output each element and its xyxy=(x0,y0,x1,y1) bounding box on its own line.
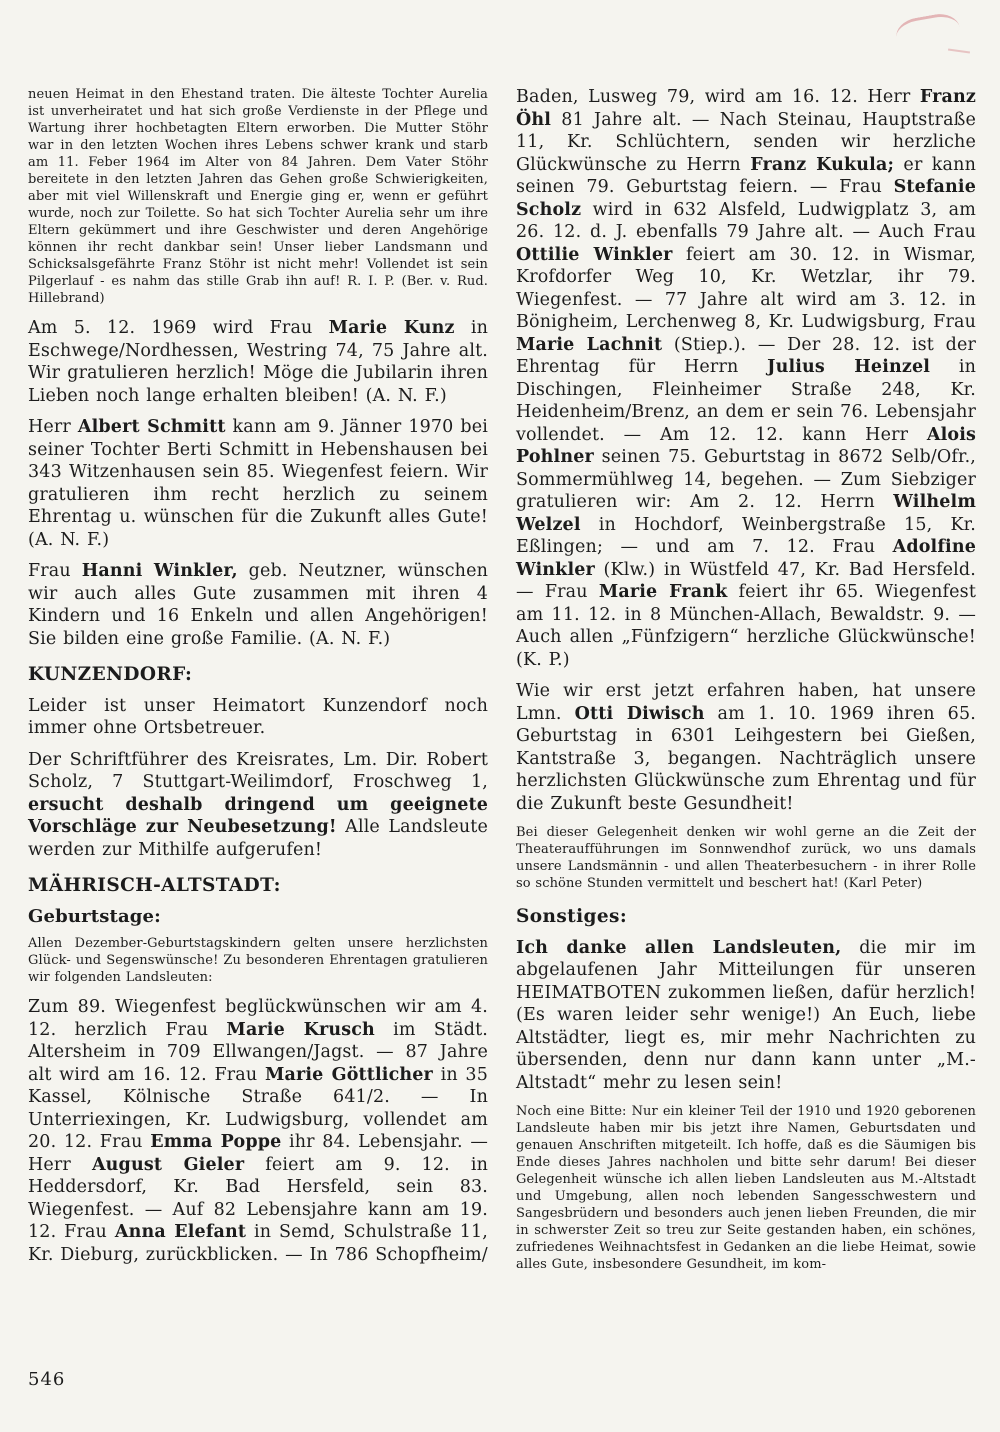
text-run: Sonstiges: xyxy=(516,906,628,927)
text-run: in 35 Kassel, Kölnische Straße 641/2. — In Unterriexingen, Kr. Ludwigsburg, vollendet am 20. 12. Frau xyxy=(28,1064,489,1152)
text-run: im Städt. Altersheim in 709 Ellwangen/Jagst. — 87 Jahre alt wird am 16. 12. Frau xyxy=(28,1019,488,1085)
text-run: er kann seinen 79. Geburtstag feiern. — Frau xyxy=(516,154,976,197)
section-heading-sonstiges xyxy=(516,906,976,929)
emphasized-name: Marie Kunz xyxy=(328,318,455,338)
theater-memory-note xyxy=(516,824,976,892)
text-run: Herr xyxy=(28,417,78,437)
right-column xyxy=(516,86,976,1283)
request-for-addresses xyxy=(516,1103,976,1273)
emphasized-name: Marie Göttlicher xyxy=(264,1064,433,1085)
emphasized-name: Marie Frank xyxy=(598,582,728,602)
text-run: kann am 9. Jänner 1970 bei seiner Tochter Berti Schmitt in Hebenshausen bei 343 Witzenhausen sein 85. Wiegenfest feiern. Wir gratulieren ihm recht herzlich zu seinem Ehrentag u. wünschen für die Zukunft alles Gute! (A. N. F.) xyxy=(28,417,488,550)
text-run: feiert ihr 65. Wiegenfest am 11. 12. in 8 München-Allach, Bewaldstr. 9. — Auch allen „Fünfzigern“ herzliche Glückwünsche! (K. P.) xyxy=(516,582,976,670)
text-run: in Eschwege/Nordhessen, Westring 74, 75 Jahre alt. Wir gratulieren herzlich! Möge die Jubilarin ihren Lieben noch lange erhalten bleiben! (A. N. F.) xyxy=(28,318,488,406)
geburtstage-intro xyxy=(28,935,488,986)
emphasized-name: Ottilie Winkler xyxy=(516,244,673,265)
text-run: geb. Neutzner, wünschen wir auch alles Gute zusammen mit ihren 4 Kindern und 16 Enkeln und allen Angehörigen! Sie bilden eine große Familie. (A. N. F.) xyxy=(28,561,489,649)
page-number: 546 xyxy=(28,1369,66,1390)
text-run: ihr 84. Lebensjahr. — Herr xyxy=(28,1132,488,1175)
red-pen-mark-small xyxy=(948,48,970,53)
congrats-hanni-winkler xyxy=(28,560,488,650)
text-run: feiert am 9. 12. in Heddersdorf, Kr. Bad Hersfeld, sein 83. Wiegenfest. — Auf 82 Lebensjahre kann am 19. 12. Frau xyxy=(28,1154,489,1242)
text-run: Am 5. 12. 1969 wird Frau xyxy=(28,318,329,338)
text-run: wird in 632 Alsfeld, Ludwigplatz 3, am 26. 12. d. J. ebenfalls 79 Jahre alt. — Auch Frau xyxy=(516,199,976,242)
text-run: in Semd, Schulstraße 11, Kr. Dieburg, zurückblicken. — In 786 Schopfheim/ xyxy=(28,1222,488,1265)
text-run: (Stiep.). — Der 28. 12. ist der Ehrentag für Herrn xyxy=(516,334,976,377)
text-run: die mir im abgelaufenen Jahr Mitteilungen für unseren HEIMATBOTEN zukommen ließen, dafür herzlich! (Es waren leider sehr wenige!) An Euch, liebe Altstädter, liegt es, mir mehr Nachrichten zu übersenden, denn nur dann kann unter „M.-Altstadt“ mehr zu lesen sein! xyxy=(516,937,976,1093)
emphasized-name: Ich danke allen Landsleuten, xyxy=(516,937,842,958)
emphasized-name: Stefanie Scholz xyxy=(516,177,976,220)
text-run: 81 Jahre alt. — Nach Steinau, Hauptstraße 11, Kr. Schlüchtern, senden wir herzliche Glückwünsche zu Herrn xyxy=(516,109,976,175)
text-run: Frau xyxy=(28,561,82,581)
text-run: Baden, Lusweg 79, wird am 16. 12. Herr xyxy=(516,87,920,107)
kunzendorf-note xyxy=(28,695,488,740)
geburtstage-list-part-2 xyxy=(516,86,976,671)
emphasized-name: Franz Öhl xyxy=(516,87,976,130)
geburtstage-list-part-1 xyxy=(28,996,488,1266)
text-run: KUNZENDORF: xyxy=(28,664,193,685)
subheading-geburtstage xyxy=(28,906,488,929)
obituary-stoehr-text xyxy=(28,86,488,307)
emphasized-name: Julius Heinzel xyxy=(767,357,931,377)
section-heading-kunzendorf xyxy=(28,664,488,687)
text-run: seinen 75. Geburtstag in 8672 Selb/Ofr., Sommermühlweg 14, begehen. — Zum Siebziger gratulieren wir: Am 2. 12. Herrn xyxy=(516,447,976,512)
birthday-marie-kunz xyxy=(28,317,488,407)
emphasized-name: Alois Pohlner xyxy=(516,424,976,467)
section-heading-maehrisch-altstadt xyxy=(28,875,488,898)
emphasized-name: Adolfine Winkler xyxy=(516,537,976,580)
text-columns xyxy=(28,86,976,1283)
text-run: (Klw.) in Wüstfeld 47, Kr. Bad Hersfeld. — Frau xyxy=(516,559,976,602)
emphasized-name: Marie Lachnit xyxy=(516,334,663,355)
emphasized-name: Otti Diwisch xyxy=(574,703,705,724)
thanks-to-landsleute xyxy=(516,937,976,1095)
text-run: Bei dieser Gelegenheit denken wir wohl gerne an die Zeit der Theateraufführungen im Sonnwendhof zurück, wo uns damals unsere Landsmännin - und allen Theaterbesuchern - in ihrer Rolle so schöne Stunden vermittelt und beschert hat! (Karl Peter) xyxy=(516,825,976,891)
emphasized-name: Franz Kukula; xyxy=(750,154,895,175)
emphasized-name: Anna Elefant xyxy=(114,1222,247,1242)
text-run: neuen Heimat in den Ehestand traten. Die älteste Tochter Aurelia ist unverheiratet und hat sich große Verdienste in der Pflege und Wartung ihrer hochbetagten Eltern erworben. Die Mutter Stöhr war in den letzten Wochen ihres Lebens schwer krank und starb am 11. Feber 1964 im Alter von 84 Jahren. Dem Vater Stöhr bereitete in den letzten Jahren das Gehen große Schwierigkeiten, aber mit viel Willenskraft und Energie ging er, wenn er geführt wurde, noch zur Toilette. So hat sich Tochter Aurelia sehr um ihre Eltern gekümmert und ihre Geschwister und deren Angehörige können ihr recht dankbar sein! Unser lieber Landsmann und Schicksalsgefährte Franz Stöhr ist nicht mehr! Vollendet ist sein Pilgerlauf - es nahm das stille Grab ihn auf! R. I. P. (Ber. v. Rud. Hillebrand) xyxy=(28,87,488,306)
emphasized-name: August Gieler xyxy=(91,1154,245,1175)
kunzendorf-appeal xyxy=(28,749,488,862)
text-run: in Dischingen, Fleinheimer Straße 248, Kr. Heidenheim/Brenz, an dem er sein 76. Lebensjahr vollendet. — Am 12. 12. kann Herr xyxy=(516,357,976,445)
emphasized-name: Wilhelm Welzel xyxy=(516,492,976,535)
text-run: feiert am 30. 12. in Wismar, Krofdorfer Weg 10, Kr. Wetzlar, ihr 79. Wiegenfest. — 77 Jahre alt wird am 3. 12. in Bönigheim, Lerchenweg 8, Kr. Ludwigsburg, Frau xyxy=(516,244,976,332)
text-run: Noch eine Bitte: Nur ein kleiner Teil der 1910 und 1920 geborenen Landsleute haben mir bis jetzt ihre Namen, Geburtsdaten und genauen Anschriften mitgeteilt. Ich hoffe, daß es die Säumigen bis Ende dieses Jahres nachholen und bitte sehr darum! Bei dieser Gelegenheit wünsche ich allen lieben Landsleuten aus M.-Altstadt und Umgebung, allen noch lebenden Sangesschwestern und Sangesbrüdern und besonders auch jenen lieben Freunden, die mir in schwerster Zeit so treu zur Seite gestanden haben, ein schönes, zufriedenes Weihnachtsfest in Gedanken an die liebe Heimat, sowie alles Gute, insbesondere Gesundheit, im kom- xyxy=(516,1104,976,1272)
text-run: MÄHRISCH-ALTSTADT: xyxy=(28,875,281,896)
emphasized-name: ersucht deshalb dringend um geeignete Vorschläge zur Neubesetzung! xyxy=(28,794,488,837)
emphasized-name: Albert Schmitt xyxy=(77,417,226,437)
text-run: Geburtstage: xyxy=(28,905,161,927)
left-column xyxy=(28,86,488,1275)
text-run: in Hochdorf, Weinbergstraße 15, Kr. Eßlingen; — und am 7. 12. Frau xyxy=(516,514,976,557)
text-run: am 1. 10. 1969 ihren 65. Geburtstag in 6301 Leihgestern bei Gießen, Kantstraße 3, begangen. Nachträglich unsere herzlichsten Glückwünsche zum Ehrentag und für die Zukunft beste Gesundheit! xyxy=(516,703,976,814)
text-run: Alle Landsleute werden zur Mithilfe aufgerufen! xyxy=(28,817,488,860)
birthday-albert-schmitt xyxy=(28,416,488,551)
text-run: Der Schriftführer des Kreisrates, Lm. Dir. Robert Scholz, 7 Stuttgart-Weilimdorf, Froschweg 1, xyxy=(28,749,488,792)
emphasized-name: Marie Krusch xyxy=(226,1019,375,1040)
text-run: Allen Dezember-Geburtstagskindern gelten unsere herzlichsten Glück- und Segenswünsche! Zu besonderen Ehrentagen gratulieren wir folgenden Landsleuten: xyxy=(28,936,488,985)
red-pen-mark xyxy=(894,11,963,55)
birthday-otti-diwisch xyxy=(516,680,976,815)
emphasized-name: Hanni Winkler, xyxy=(81,561,238,581)
text-run: Wie wir erst jetzt erfahren haben, hat unsere Lmn. xyxy=(516,681,976,724)
text-run: Zum 89. Wiegenfest beglückwünschen wir am 4. 12. herzlich Frau xyxy=(28,997,488,1040)
emphasized-name: Emma Poppe xyxy=(150,1132,282,1152)
text-run: Leider ist unser Heimatort Kunzendorf noch immer ohne Ortsbetreuer. xyxy=(28,695,488,738)
